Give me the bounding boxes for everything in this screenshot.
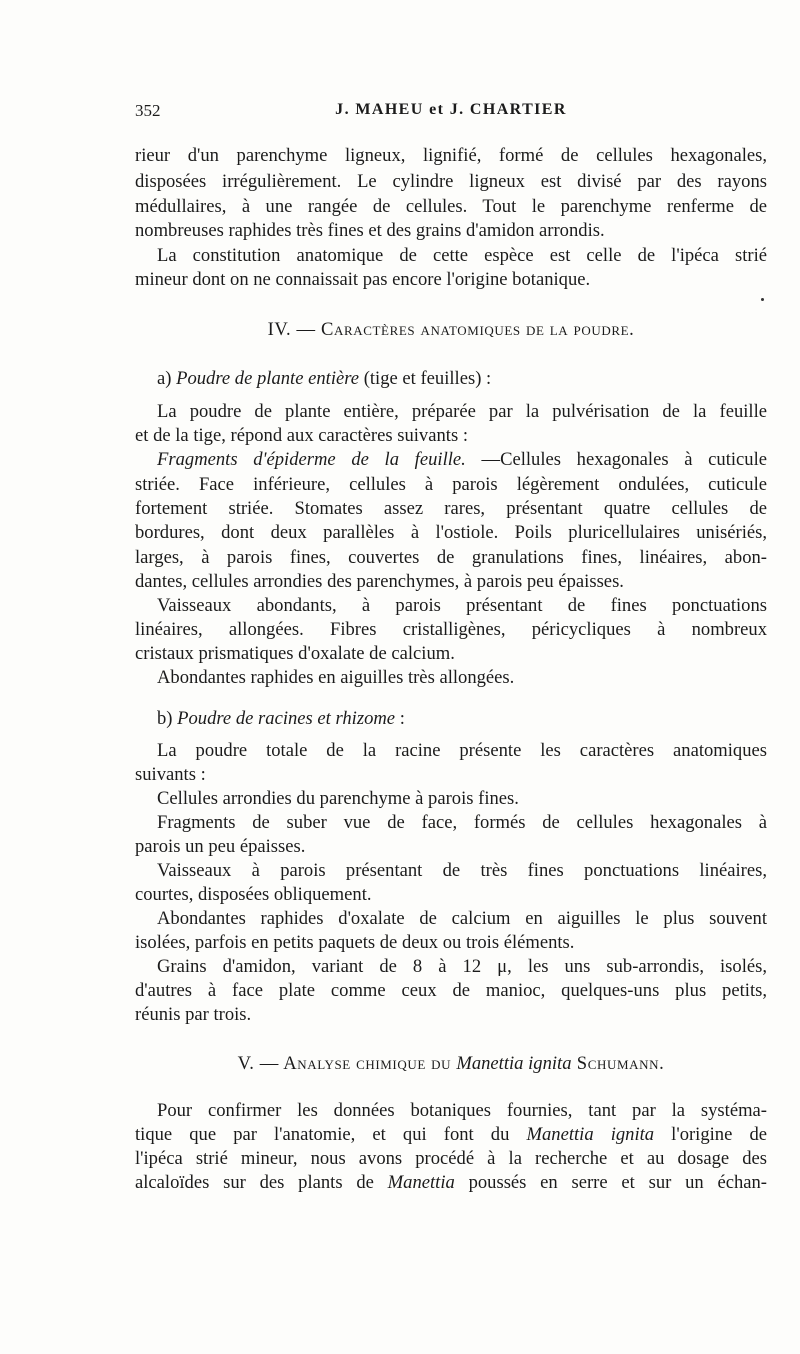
text-line: dantes, cellules arrondies des parenchymes, à parois peu épaisses. [135, 571, 624, 592]
text-line: Pour confirmer les données botaniques fournies, tant par la systéma- [157, 1100, 767, 1121]
text-line: La poudre totale de la racine présente les caractères anatomiques [157, 740, 767, 761]
ink-speck [761, 298, 764, 301]
text-line: linéaires, allongées. Fibres cristalligènes, péricycliques à nombreux [135, 619, 767, 640]
text-line: disposées irrégulièrement. Le cylindre ligneux est divisé par des rayons [135, 171, 767, 192]
text-line: Vaisseaux abondants, à parois présentant de fines ponctuations [157, 595, 767, 616]
text-line: d'autres à face plate comme ceux de manioc, quelques-uns plus petits, [135, 980, 767, 1001]
text-line: fortement striée. Stomates assez rares, présentant quatre cellules de [135, 498, 767, 519]
text-line: cristaux prismatiques d'oxalate de calcium. [135, 643, 455, 664]
section-heading-v: V. — Analyse chimique du Manettia ignita Schumann. [237, 1053, 665, 1074]
text-line: mineur dont on ne connaissait pas encore l'origine botanique. [135, 269, 591, 290]
text-line: isolées, parfois en petits paquets de deux ou trois éléments. [135, 932, 575, 953]
text-line: réunis par trois. [135, 1004, 252, 1025]
text-line: alcaloïdes sur des plants de Manettia poussés en serre et sur un échan- [135, 1172, 767, 1193]
text-line: Fragments de suber vue de face, formés de cellules hexagonales à [157, 812, 767, 833]
text-line: Fragments d'épiderme de la feuille. —Cellules hexagonales à cuticule [157, 449, 767, 470]
text-line: parois un peu épaisses. [135, 836, 306, 857]
text-line: Abondantes raphides en aiguilles très allongées. [157, 667, 515, 688]
text-line: nombreuses raphides très fines et des grains d'amidon arrondis. [135, 220, 605, 241]
text-line: tique que par l'anatomie, et qui font du Manettia ignita l'origine de [135, 1124, 767, 1145]
section-heading-iv: IV. — Caractères anatomiques de la poudre. [267, 319, 635, 340]
text-line: larges, à parois fines, couvertes de granulations fines, linéaires, abon- [135, 547, 767, 568]
text-line: et de la tige, répond aux caractères suivants : [135, 425, 468, 446]
subsection-heading-a: a) Poudre de plante entière (tige et feuilles) : [157, 368, 492, 389]
text-line: La poudre de plante entière, préparée par la pulvérisation de la feuille [157, 401, 767, 422]
subsection-heading-b: b) Poudre de racines et rhizome : [157, 708, 405, 729]
text-line: Vaisseaux à parois présentant de très fines ponctuations linéaires, [157, 860, 767, 881]
text-line: Cellules arrondies du parenchyme à parois fines. [157, 788, 519, 809]
text-line: rieur d'un parenchyme ligneux, lignifié, formé de cellules hexagonales, [135, 145, 767, 166]
text-line: La constitution anatomique de cette espèce est celle de l'ipéca strié [157, 245, 767, 266]
text-line: Grains d'amidon, variant de 8 à 12 μ, les uns sub-arrondis, isolés, [157, 956, 767, 977]
text-line: courtes, disposées obliquement. [135, 884, 372, 905]
running-header [135, 101, 767, 127]
text-line: l'ipéca strié mineur, nous avons procédé à la recherche et au dosage des [135, 1148, 767, 1169]
text-line: suivants : [135, 764, 206, 785]
text-line: Abondantes raphides d'oxalate de calcium en aiguilles le plus souvent [157, 908, 767, 929]
page-number: 352 [135, 101, 161, 120]
text-line: médullaires, à une rangée de cellules. Tout le parenchyme renferme de [135, 196, 767, 217]
running-title-authors: J. MAHEU et J. CHARTIER [335, 101, 567, 118]
text-line: bordures, dont deux parallèles à l'ostiole. Poils pluricellulaires unisériés, [135, 522, 767, 543]
text-line: striée. Face inférieure, cellules à parois légèrement ondulées, cuticule [135, 474, 767, 495]
